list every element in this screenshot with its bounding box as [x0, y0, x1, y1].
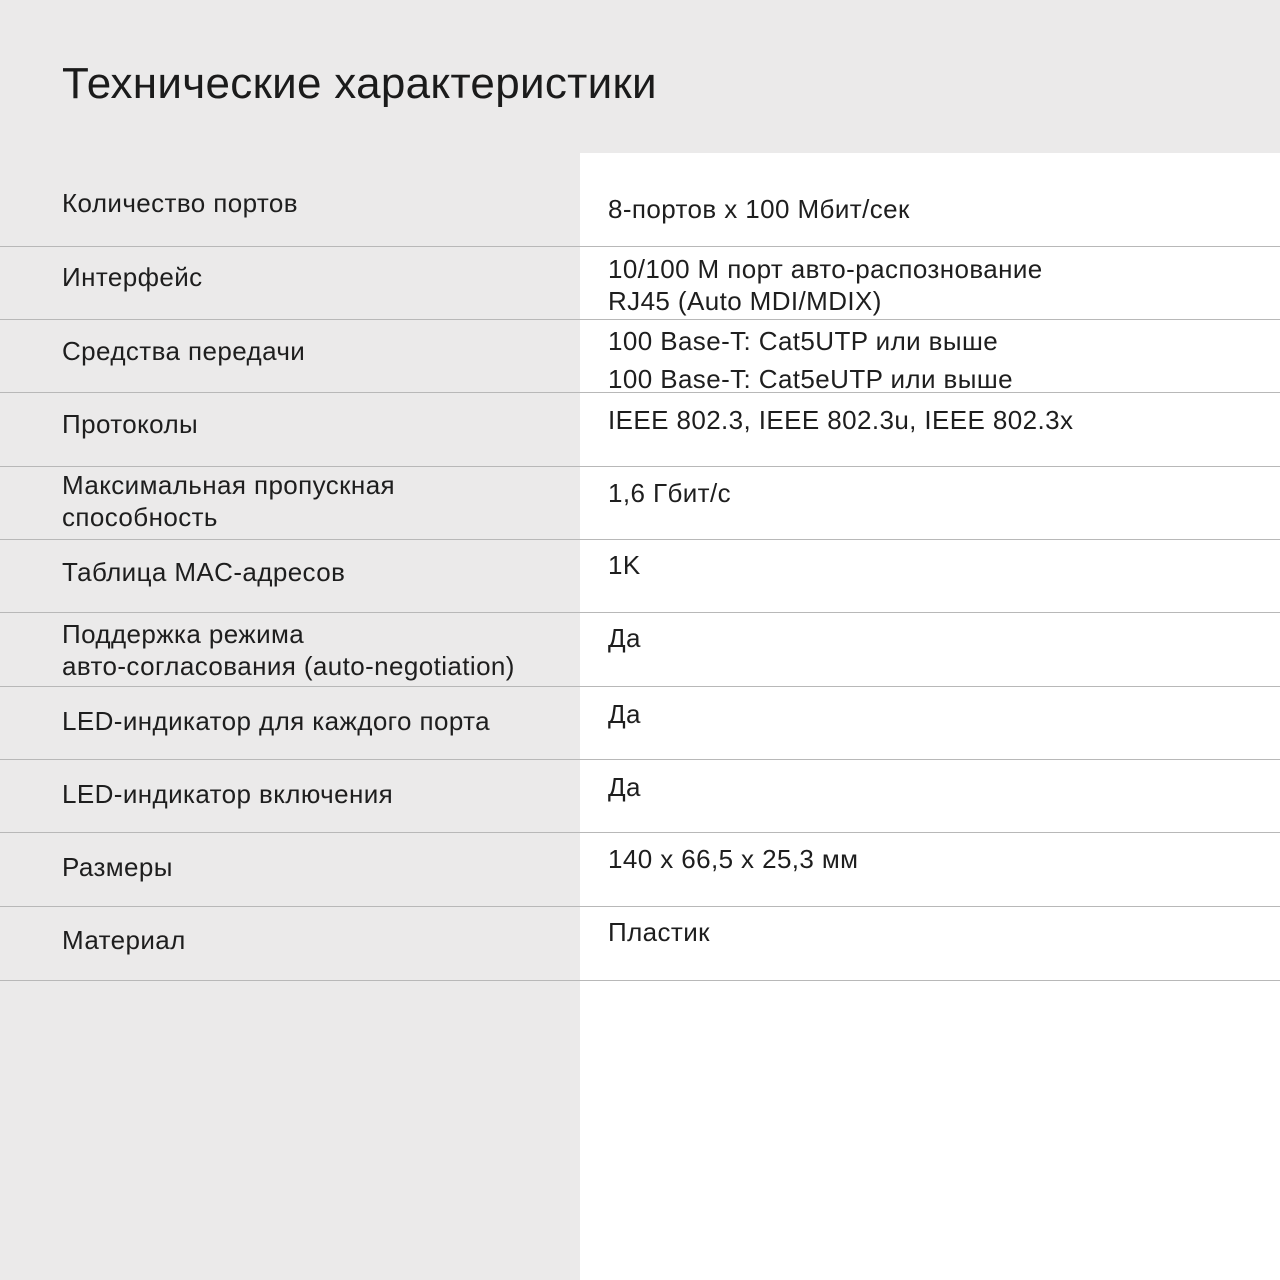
spec-row-media	[0, 320, 1280, 393]
spec-value: 10/100 M порт авто-распознование RJ45 (Auto MDI/MDIX)	[608, 254, 1043, 316]
spec-label: Протоколы	[62, 409, 199, 439]
spec-value: IEEE 802.3, IEEE 802.3u, IEEE 802.3x	[608, 405, 1074, 435]
spec-row-material	[0, 907, 1280, 981]
spec-label: LED-индикатор для каждого порта	[62, 706, 490, 736]
spec-value: 100 Base-T: Cat5UTP или выше 100 Base-T: Cat5eUTP или выше	[608, 326, 1013, 394]
spec-label: Интерфейс	[62, 262, 203, 292]
spec-value: Пластик	[608, 917, 710, 947]
spec-value: 1K	[608, 550, 641, 580]
spec-row-dimensions	[0, 833, 1280, 907]
page-title: Технические характеристики	[62, 59, 657, 108]
spec-row-protocols	[0, 393, 1280, 467]
spec-value: 1,6 Гбит/с	[608, 478, 731, 508]
spec-row-interface	[0, 247, 1280, 320]
spec-row-bandwidth	[0, 467, 1280, 540]
spec-row-power-led	[0, 760, 1280, 833]
spec-row-port-led	[0, 687, 1280, 760]
spec-value: Да	[608, 772, 641, 802]
spec-row-ports	[0, 153, 1280, 247]
spec-label: Материал	[62, 925, 186, 955]
spec-label: Средства передачи	[62, 336, 306, 366]
spec-label: Поддержка режима авто-согласования (auto-negotiation)	[62, 619, 515, 681]
spec-label: Максимальная пропускная способность	[62, 470, 396, 532]
spec-value: Да	[608, 699, 641, 729]
spec-label: Таблица MAC-адресов	[62, 557, 346, 587]
spec-row-mac-table	[0, 540, 1280, 613]
spec-value: Да	[608, 623, 641, 653]
spec-label: Количество портов	[62, 188, 298, 218]
spec-row-auto-negotiation	[0, 613, 1280, 687]
spec-label: LED-индикатор включения	[62, 779, 394, 809]
spec-value: 8-портов x 100 Мбит/сек	[608, 194, 910, 224]
spec-label: Размеры	[62, 852, 173, 882]
spec-value: 140 x 66,5 x 25,3 мм	[608, 844, 859, 874]
